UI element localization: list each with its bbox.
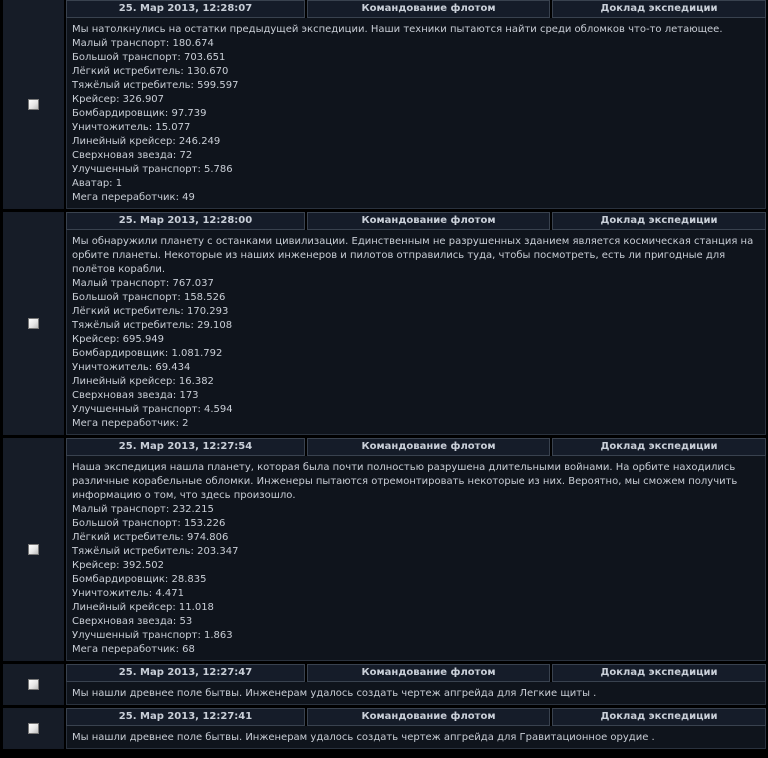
- message-text: Наша экспедиция нашла планету, которая была почти полностью разрушена длительными войнами. На орбите находились различные корабельные обломки. Инженеры пытаются отремонтировать некоторые из них. Вероятно, мы сможем получить информацию о том, что здесь произошло.: [72, 462, 738, 501]
- message-select-checkbox[interactable]: [28, 318, 39, 329]
- ship-line: Лёгкий истребитель: 130.670: [72, 66, 229, 77]
- ship-line: Бомбардировщик: 28.835: [72, 574, 207, 585]
- ship-count: 170.293: [186, 306, 229, 317]
- ship-line: Мега переработчик: 49: [72, 192, 195, 203]
- message-select-checkbox[interactable]: [28, 723, 39, 734]
- ship-name: Малый транспорт: [72, 278, 166, 289]
- message-body: [66, 230, 766, 435]
- ship-name: Большой транспорт: [72, 518, 178, 529]
- message-body: [66, 18, 766, 209]
- ship-line: Крейсер: 695.949: [72, 334, 165, 345]
- message-header: [66, 708, 766, 726]
- message-select-cell: [3, 708, 66, 749]
- ship-name: Крейсер: [72, 560, 117, 571]
- ship-line: Лёгкий истребитель: 170.293: [72, 306, 229, 317]
- message-subject[interactable]: Доклад экспедиции: [552, 438, 766, 456]
- ship-list: [72, 277, 761, 431]
- message-text: Мы нашли древнее поле бытвы. Инженерам удалось создать чертеж апгрейда для Легкие щиты .: [72, 688, 597, 699]
- ship-count: 1.863: [204, 630, 233, 641]
- ship-name: Бомбардировщик: [72, 574, 165, 585]
- message-select-cell: [3, 664, 66, 705]
- message-header: [66, 664, 766, 682]
- ship-line: Большой транспорт: 153.226: [72, 518, 226, 529]
- ship-count: 203.347: [197, 546, 239, 557]
- ship-name: Бомбардировщик: [72, 348, 165, 359]
- ship-name: Уничтожитель: [72, 588, 149, 599]
- message-sender[interactable]: Командование флотом: [307, 438, 550, 456]
- ship-name: Мега переработчик: [72, 644, 176, 655]
- ship-line: Бомбардировщик: 1.081.792: [72, 348, 223, 359]
- ship-count: 97.739: [171, 108, 207, 119]
- ship-line: Улучшенный транспорт: 1.863: [72, 630, 233, 641]
- message-subject[interactable]: Доклад экспедиции: [552, 708, 766, 726]
- ship-line: Линейный крейсер: 11.018: [72, 602, 214, 613]
- message-row: [3, 0, 766, 212]
- message-row: [3, 664, 766, 708]
- message-text: Мы нашли древнее поле бытвы. Инженерам удалось создать чертеж апгрейда для Гравитационное орудие .: [72, 732, 655, 743]
- ship-line: Улучшенный транспорт: 4.594: [72, 404, 233, 415]
- ship-line: Улучшенный транспорт: 5.786: [72, 164, 233, 175]
- ship-line: Уничтожитель: 69.434: [72, 362, 191, 373]
- ship-name: Линейный крейсер: [72, 136, 173, 147]
- ship-name: Улучшенный транспорт: [72, 630, 198, 641]
- ship-count: 599.597: [197, 80, 239, 91]
- ship-name: Лёгкий истребитель: [72, 66, 181, 77]
- ship-line: Малый транспорт: 180.674: [72, 38, 214, 49]
- ship-count: 4.594: [204, 404, 233, 415]
- ship-count: 53: [179, 616, 193, 627]
- message-content: [66, 708, 766, 749]
- ship-line: Сверхновая звезда: 53: [72, 616, 193, 627]
- ship-name: Сверхновая звезда: [72, 390, 173, 401]
- message-select-checkbox[interactable]: [28, 544, 39, 555]
- ship-line: Крейсер: 326.907: [72, 94, 165, 105]
- message-content: [66, 0, 766, 209]
- ship-name: Тяжёлый истребитель: [72, 80, 191, 91]
- message-date: 25. Мар 2013, 12:28:00: [66, 212, 305, 230]
- ship-line: Лёгкий истребитель: 974.806: [72, 532, 229, 543]
- ship-name: Лёгкий истребитель: [72, 532, 181, 543]
- message-sender[interactable]: Командование флотом: [307, 0, 550, 18]
- ship-line: Малый транспорт: 232.215: [72, 504, 214, 515]
- ship-count: 1: [115, 178, 123, 189]
- message-content: [66, 664, 766, 705]
- ship-count: 153.226: [183, 518, 226, 529]
- message-subject[interactable]: Доклад экспедиции: [552, 0, 766, 18]
- ship-count: 29.108: [197, 320, 233, 331]
- ship-count: 392.502: [122, 560, 165, 571]
- ship-line: Сверхновая звезда: 72: [72, 150, 193, 161]
- ship-count: 11.018: [178, 602, 214, 613]
- ship-count: 158.526: [183, 292, 226, 303]
- message-select-cell: [3, 0, 66, 209]
- ship-count: 695.949: [122, 334, 165, 345]
- ship-count: 49: [182, 192, 195, 203]
- message-content: [66, 212, 766, 435]
- ship-count: 28.835: [171, 574, 207, 585]
- ship-line: Линейный крейсер: 16.382: [72, 376, 214, 387]
- message-body: [66, 726, 766, 749]
- message-header: [66, 212, 766, 230]
- message-sender[interactable]: Командование флотом: [307, 708, 550, 726]
- ship-line: Уничтожитель: 4.471: [72, 588, 184, 599]
- message-select-checkbox[interactable]: [28, 99, 39, 110]
- ship-count: 130.670: [186, 66, 229, 77]
- message-date: 25. Мар 2013, 12:27:41: [66, 708, 305, 726]
- ship-count: 68: [182, 644, 195, 655]
- ship-count: 16.382: [178, 376, 214, 387]
- message-body: [66, 456, 766, 661]
- ship-list: [72, 37, 761, 205]
- ship-count: 1.081.792: [171, 348, 223, 359]
- ship-count: 767.037: [172, 278, 214, 289]
- message-row: [3, 212, 766, 438]
- ship-name: Тяжёлый истребитель: [72, 320, 191, 331]
- ship-line: Тяжёлый истребитель: 203.347: [72, 546, 239, 557]
- ship-name: Уничтожитель: [72, 362, 149, 373]
- message-select-cell: [3, 212, 66, 435]
- ship-count: 232.215: [172, 504, 214, 515]
- ship-line: Малый транспорт: 767.037: [72, 278, 214, 289]
- message-content: [66, 438, 766, 661]
- ship-line: Мега переработчик: 68: [72, 644, 195, 655]
- ship-line: Сверхновая звезда: 173: [72, 390, 199, 401]
- ship-line: Крейсер: 392.502: [72, 560, 165, 571]
- message-date: 25. Мар 2013, 12:27:47: [66, 664, 305, 682]
- message-subject[interactable]: Доклад экспедиции: [552, 212, 766, 230]
- ship-name: Мега переработчик: [72, 418, 176, 429]
- message-header: [66, 438, 766, 456]
- ship-line: Аватар: 1: [72, 178, 123, 189]
- message-date: 25. Мар 2013, 12:27:54: [66, 438, 305, 456]
- ship-line: Тяжёлый истребитель: 29.108: [72, 320, 233, 331]
- ship-count: 5.786: [204, 164, 233, 175]
- ship-name: Аватар: [72, 178, 110, 189]
- ship-line: Линейный крейсер: 246.249: [72, 136, 221, 147]
- ship-name: Большой транспорт: [72, 52, 178, 63]
- ship-name: Бомбардировщик: [72, 108, 165, 119]
- message-text: Мы натолкнулись на остатки предыдущей экспедиции. Наши техники пытаются найти среди обломков что-то летающее.: [72, 24, 723, 35]
- ship-count: 15.077: [155, 122, 191, 133]
- ship-count: 703.651: [183, 52, 226, 63]
- ship-count: 326.907: [122, 94, 165, 105]
- ship-name: Улучшенный транспорт: [72, 164, 198, 175]
- ship-count: 4.471: [155, 588, 184, 599]
- ship-line: Мега переработчик: 2: [72, 418, 189, 429]
- ship-name: Большой транспорт: [72, 292, 178, 303]
- message-date: 25. Мар 2013, 12:28:07: [66, 0, 305, 18]
- ship-name: Крейсер: [72, 94, 117, 105]
- ship-list: [72, 503, 761, 657]
- ship-name: Малый транспорт: [72, 504, 166, 515]
- ship-name: Линейный крейсер: [72, 376, 173, 387]
- ship-name: Линейный крейсер: [72, 602, 173, 613]
- ship-name: Мега переработчик: [72, 192, 176, 203]
- message-header: [66, 0, 766, 18]
- ship-name: Улучшенный транспорт: [72, 404, 198, 415]
- message-row: [3, 708, 766, 752]
- ship-name: Малый транспорт: [72, 38, 166, 49]
- message-row: [3, 438, 766, 664]
- ship-count: 2: [182, 418, 189, 429]
- ship-line: Большой транспорт: 158.526: [72, 292, 226, 303]
- ship-name: Сверхновая звезда: [72, 150, 173, 161]
- message-select-checkbox[interactable]: [28, 679, 39, 690]
- ship-name: Тяжёлый истребитель: [72, 546, 191, 557]
- ship-count: 173: [179, 390, 199, 401]
- ship-line: Тяжёлый истребитель: 599.597: [72, 80, 239, 91]
- ship-name: Уничтожитель: [72, 122, 149, 133]
- ship-name: Крейсер: [72, 334, 117, 345]
- ship-count: 72: [179, 150, 193, 161]
- ship-count: 69.434: [155, 362, 191, 373]
- message-list: [3, 0, 766, 752]
- ship-name: Сверхновая звезда: [72, 616, 173, 627]
- ship-count: 246.249: [178, 136, 221, 147]
- message-body: [66, 682, 766, 705]
- ship-line: Уничтожитель: 15.077: [72, 122, 191, 133]
- ship-line: Бомбардировщик: 97.739: [72, 108, 207, 119]
- ship-name: Лёгкий истребитель: [72, 306, 181, 317]
- message-text: Мы обнаружили планету с останками цивилизации. Единственным не разрушенных зданием является космическая станция на орбите планеты. Некоторые из наших инженеров и пилотов отправились туда, чтобы посмотреть, есть ли пригодные для полётов корабли.: [72, 236, 754, 275]
- ship-line: Большой транспорт: 703.651: [72, 52, 226, 63]
- ship-count: 180.674: [172, 38, 214, 49]
- message-sender[interactable]: Командование флотом: [307, 212, 550, 230]
- message-subject[interactable]: Доклад экспедиции: [552, 664, 766, 682]
- message-sender[interactable]: Командование флотом: [307, 664, 550, 682]
- ship-count: 974.806: [186, 532, 229, 543]
- message-select-cell: [3, 438, 66, 661]
